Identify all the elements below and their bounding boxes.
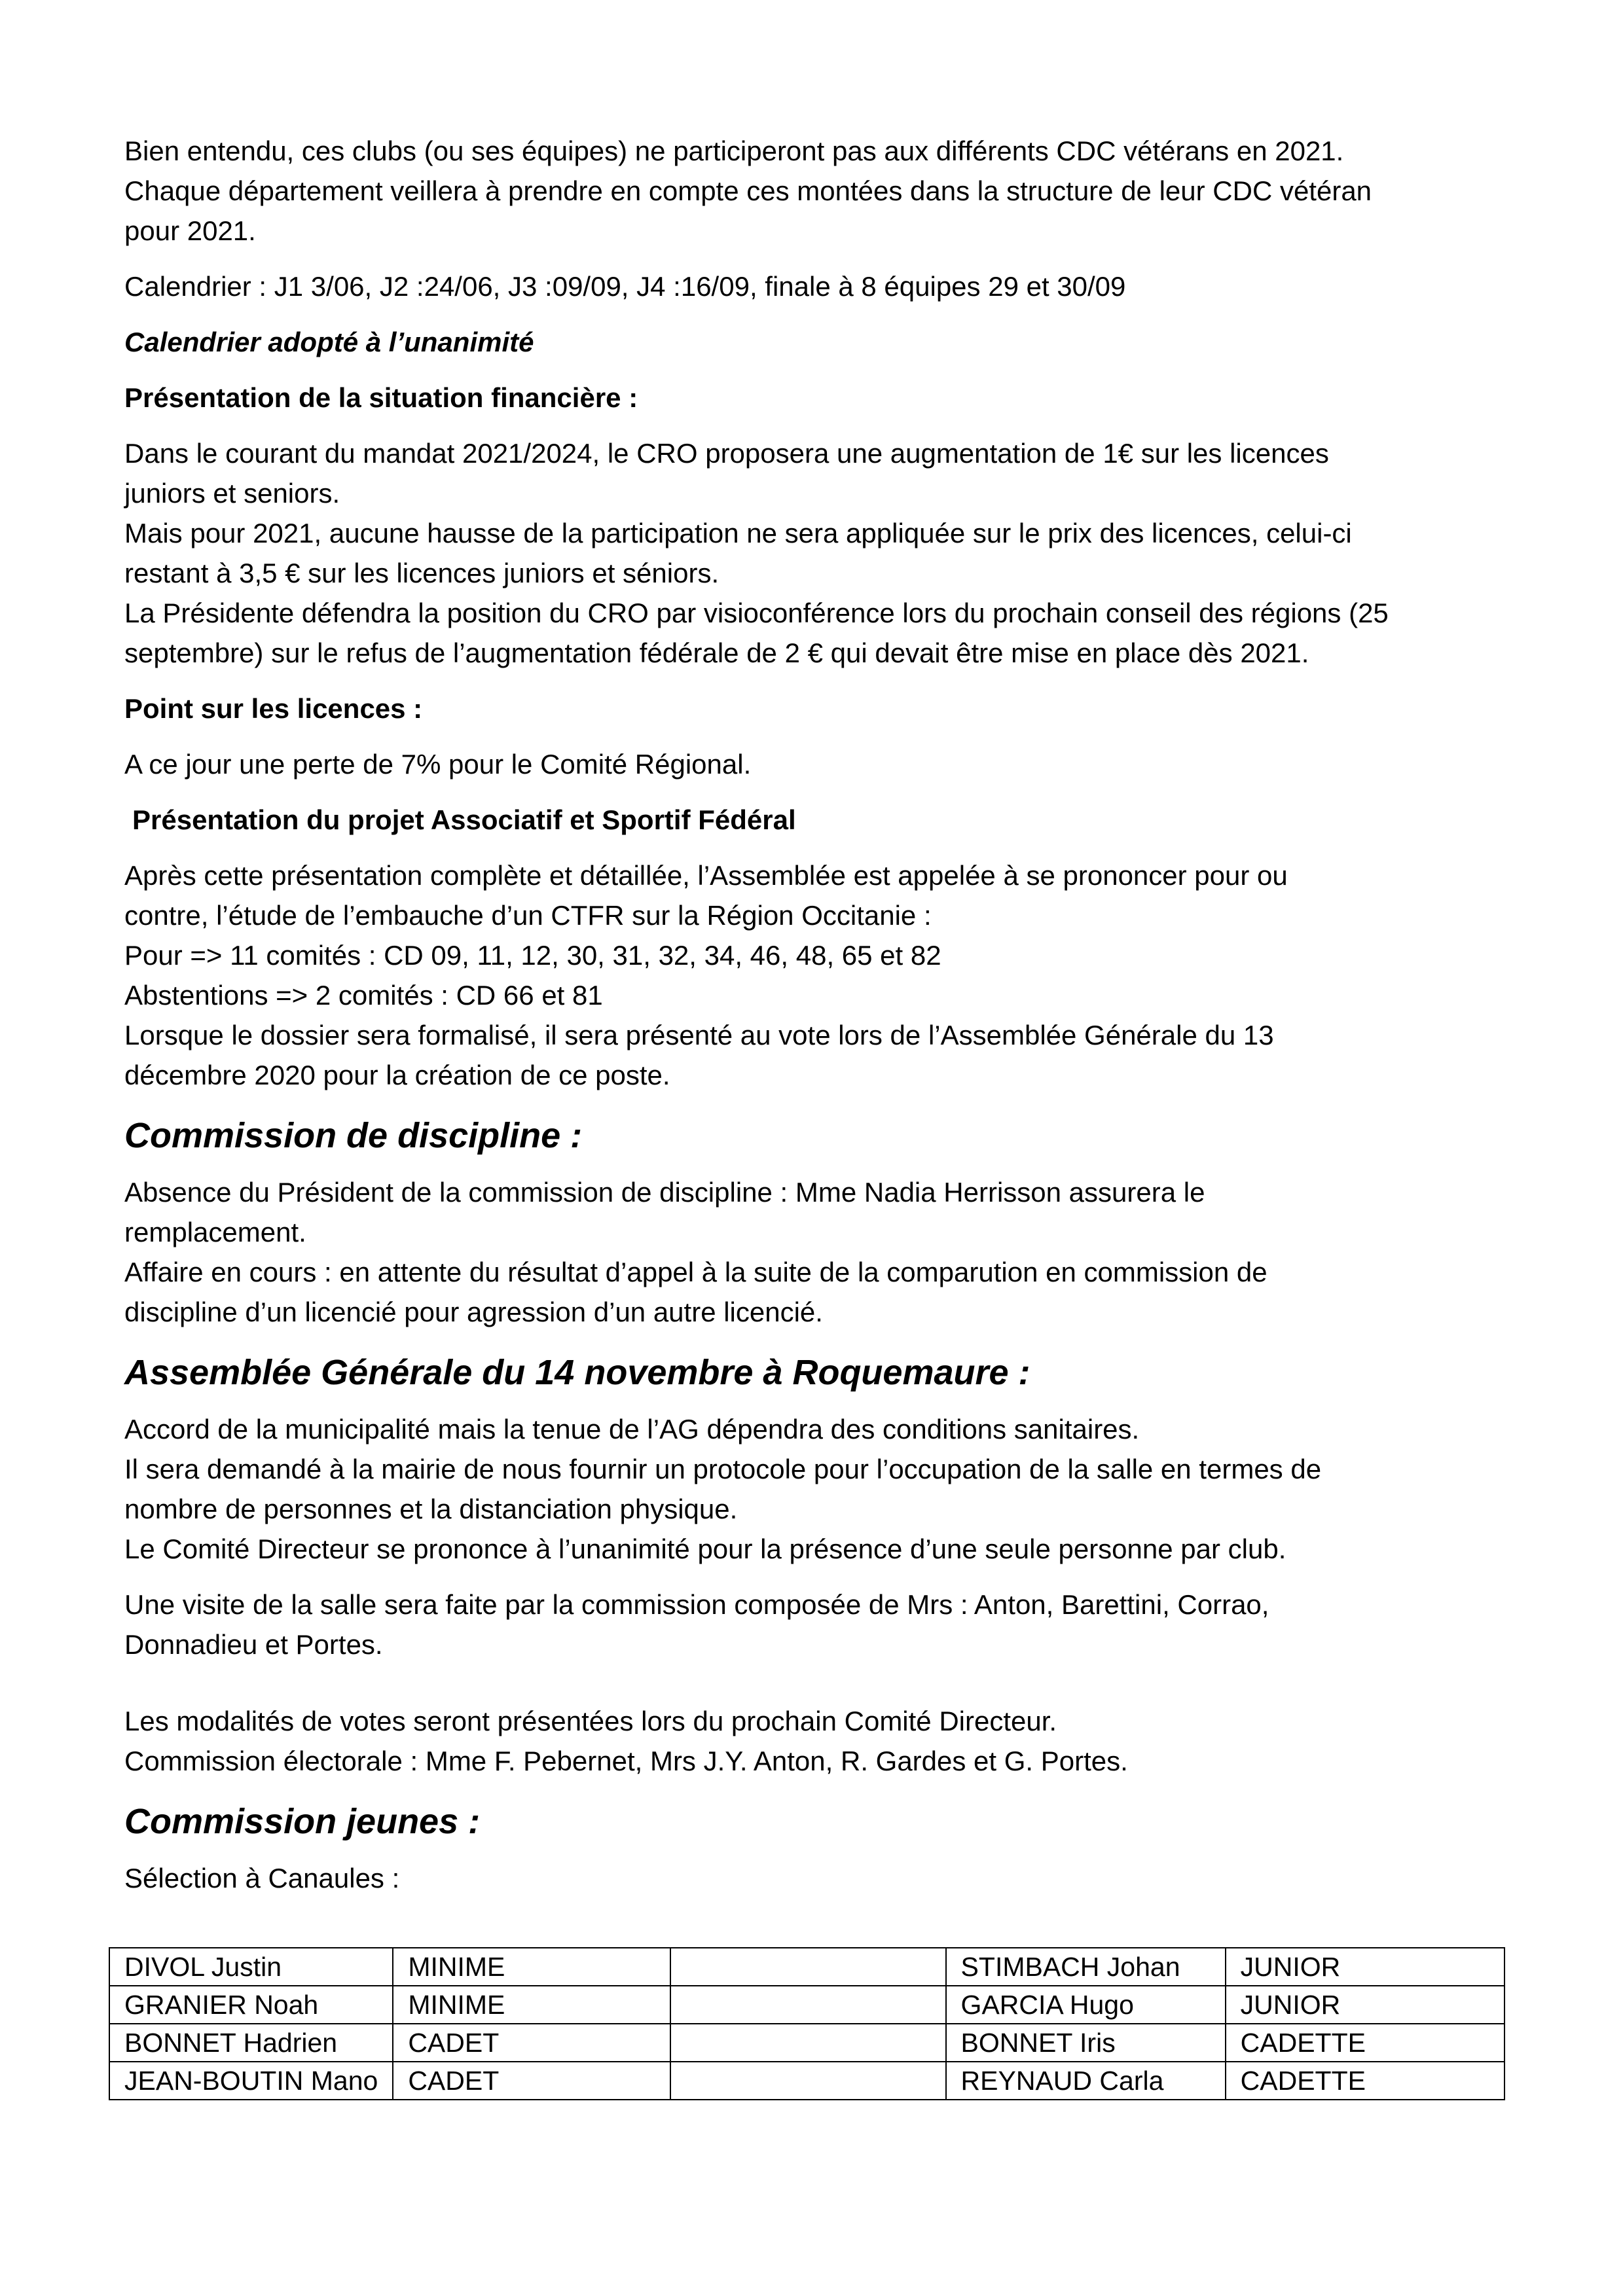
text-line: Chaque département veillera à prendre en compte ces montées dans la structure de leur CDC vétéran [124,175,1372,206]
paragraph-finance [124,433,1499,673]
text-line: Les modalités de votes seront présentées lors du prochain Comité Directeur. [124,1706,1057,1736]
text-line: Mais pour 2021, aucune hausse de la participation ne sera appliquée sur le prix des licences, celui-ci [124,518,1352,548]
text-line: remplacement. [124,1217,306,1247]
text-line: Dans le courant du mandat 2021/2024, le CRO proposera une augmentation de 1€ sur les licences [124,438,1329,469]
table-cell: GARCIA Hugo [946,1986,1226,2024]
table-row [109,1948,1504,1986]
table-cell: MINIME [393,1948,670,1986]
table-cell: REYNAUD Carla [946,2062,1226,2100]
table-cell: CADETTE [1226,2062,1504,2100]
text-line: Il sera demandé à la mairie de nous fournir un protocole pour l’occupation de la salle en termes de [124,1454,1322,1484]
table-cell: BONNET Iris [946,2024,1226,2062]
text-line: Abstentions => 2 comités : CD 66 et 81 [124,980,603,1011]
text-line: discipline d’un licencié pour agression d’un autre licencié. [124,1297,823,1327]
projet-title: Présentation du projet Associatif et Sportif Fédéral [132,804,796,835]
table-cell: GRANIER Noah [109,1986,393,2024]
text-line: Affaire en cours : en attente du résultat d’appel à la suite de la comparution en commission de [124,1257,1267,1287]
text-line: Donnadieu et Portes. [124,1629,383,1660]
paragraph-veterans [124,131,1499,251]
table-cell [670,1986,946,2024]
table-cell: JEAN-BOUTIN Mano [109,2062,393,2100]
table-cell: CADETTE [1226,2024,1504,2062]
table-row [109,1986,1504,2024]
text-line: pour 2021. [124,215,256,246]
jeunes-heading: Commission jeunes : [124,1802,481,1841]
calendar-adopted-note: Calendrier adopté à l’unanimité [124,327,534,357]
text-line: Accord de la municipalité mais la tenue de l’AG dépendra des conditions sanitaires. [124,1414,1140,1444]
paragraph-calendar: Calendrier : J1 3/06, J2 :24/06, J3 :09/09, J4 :16/09, finale à 8 équipes 29 et 30/09 [124,271,1126,302]
table-cell: CADET [393,2024,670,2062]
table-cell: CADET [393,2062,670,2100]
table-cell: JUNIOR [1226,1986,1504,2024]
selection-table-body [109,1948,1504,2100]
paragraph-visite [124,1585,1499,1664]
ag-heading: Assemblée Générale du 14 novembre à Roquemaure : [124,1353,1030,1392]
text-line: nombre de personnes et la distanciation physique. [124,1494,738,1524]
licences-title: Point sur les licences : [124,693,423,724]
table-row [109,2024,1504,2062]
table-cell [670,2024,946,2062]
table-cell: JUNIOR [1226,1948,1504,1986]
text-line: Absence du Président de la commission de discipline : Mme Nadia Herrisson assurera le [124,1177,1205,1208]
table-cell [670,1948,946,1986]
text-line: Pour => 11 comités : CD 09, 11, 12, 30, 31, 32, 34, 46, 48, 65 et 82 [124,940,941,971]
text-line: Après cette présentation complète et détaillée, l’Assemblée est appelée à se prononcer pour ou [124,860,1288,891]
table-cell: MINIME [393,1986,670,2024]
paragraph-licences: A ce jour une perte de 7% pour le Comité Régional. [124,749,752,780]
table-cell: DIVOL Justin [109,1948,393,1986]
paragraph-discipline [124,1172,1499,1332]
paragraph-projet [124,855,1499,1095]
text-line: Le Comité Directeur se prononce à l’unanimité pour la présence d’une seule personne par club. [124,1534,1286,1564]
text-line: La Présidente défendra la position du CRO par visioconférence lors du prochain conseil des régions (25 [124,598,1389,628]
table-row [109,2062,1504,2100]
paragraph-votes [124,1701,1499,1781]
text-line: septembre) sur le refus de l’augmentation fédérale de 2 € qui devait être mise en place dès 2021. [124,637,1309,668]
selection-table [109,1947,1505,2100]
text-line: contre, l’étude de l’embauche d’un CTFR sur la Région Occitanie : [124,900,932,931]
discipline-heading: Commission de discipline : [124,1116,583,1155]
document-body [124,131,1499,1914]
paragraph-ag [124,1409,1499,1569]
text-line: juniors et seniors. [124,478,340,509]
text-line: Commission électorale : Mme F. Pebernet, Mrs J.Y. Anton, R. Gardes et G. Portes. [124,1746,1128,1776]
text-line: Une visite de la salle sera faite par la commission composée de Mrs : Anton, Barettini, Corrao, [124,1589,1269,1620]
table-cell: STIMBACH Johan [946,1948,1226,1986]
table-cell [670,2062,946,2100]
text-line: Bien entendu, ces clubs (ou ses équipes) ne participeront pas aux différents CDC vétérans en 2021. [124,135,1344,166]
table-cell: BONNET Hadrien [109,2024,393,2062]
finance-title: Présentation de la situation financière : [124,382,638,413]
text-line: Lorsque le dossier sera formalisé, il sera présenté au vote lors de l’Assemblée Générale du 13 [124,1020,1274,1050]
text-line: restant à 3,5 € sur les licences juniors et séniors. [124,558,720,588]
text-line: décembre 2020 pour la création de ce poste. [124,1060,670,1090]
selection-label: Sélection à Canaules : [124,1863,400,1893]
